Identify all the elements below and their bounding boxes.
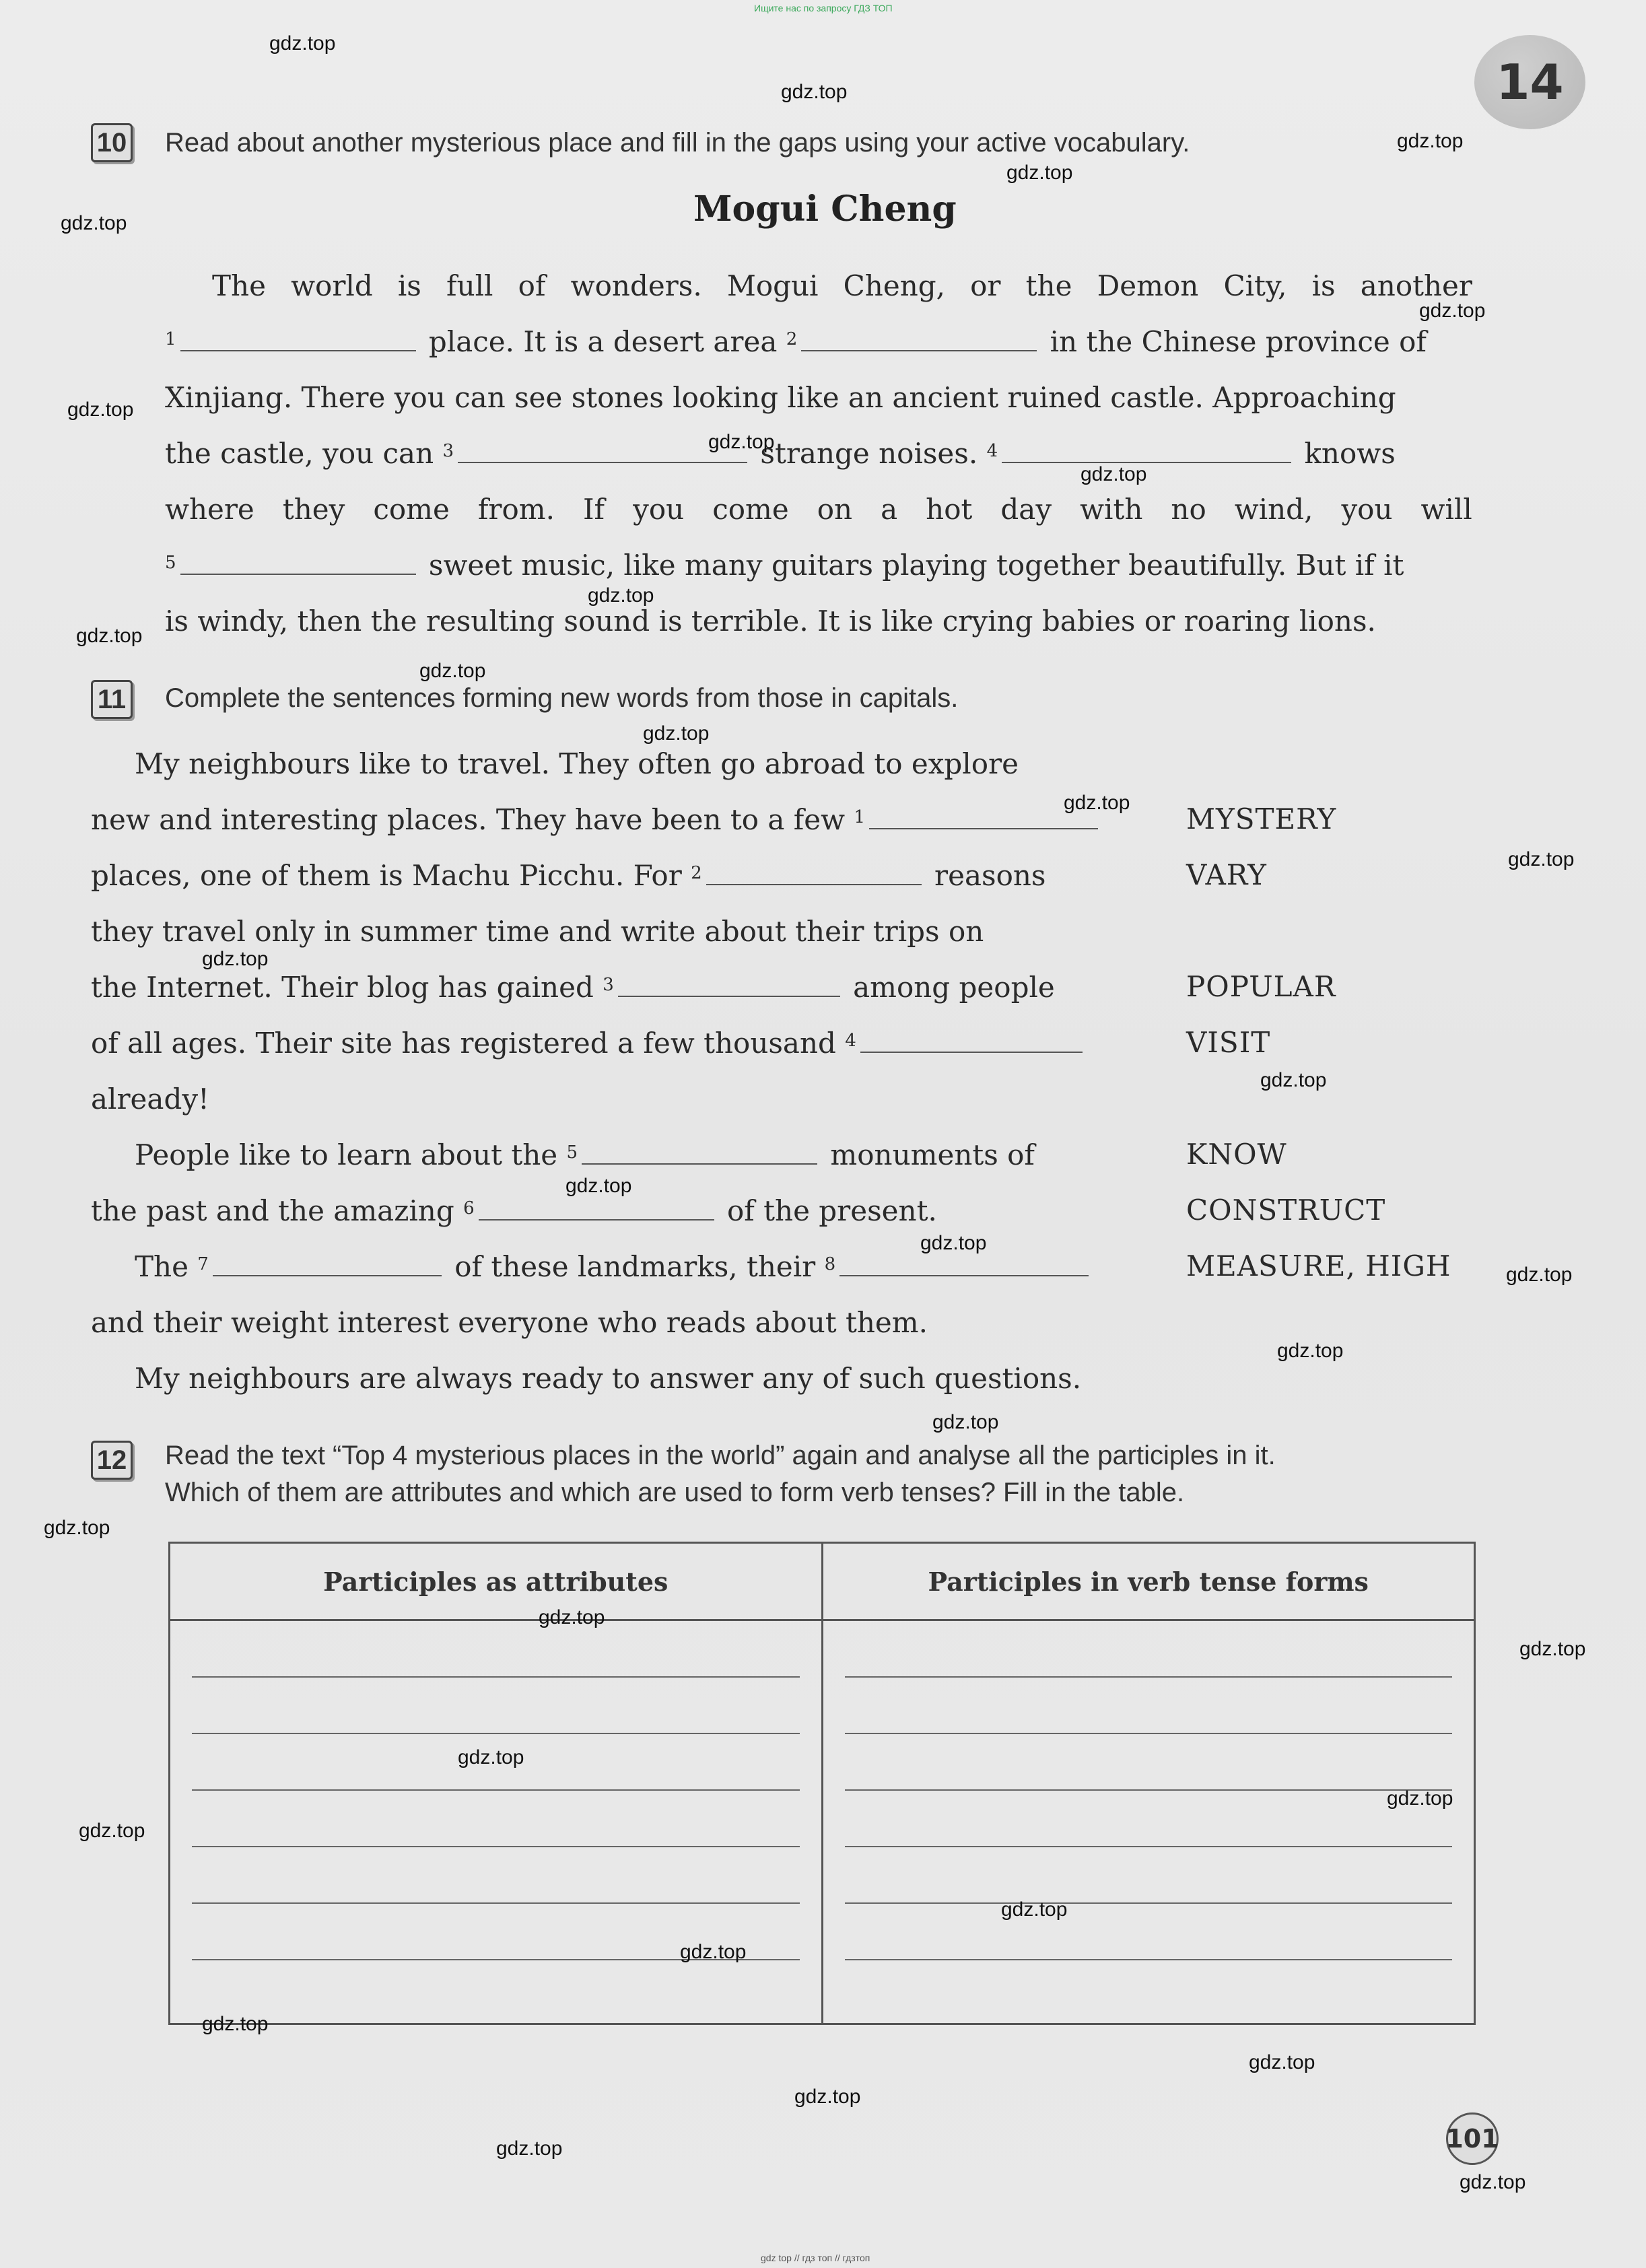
watermark: gdz.top xyxy=(781,81,848,103)
watermark: gdz.top xyxy=(1064,792,1130,814)
watermark: gdz.top xyxy=(1001,1898,1068,1921)
page-number: 101 xyxy=(1446,2112,1499,2165)
exercise-10-number: 10 xyxy=(91,123,133,162)
watermark: gdz.top xyxy=(1081,463,1147,485)
ex10-line-6: $^5$ sweet music, like many guitars playing together beautifully. But if it xyxy=(165,545,1472,586)
gap-3[interactable] xyxy=(618,969,840,997)
write-line[interactable] xyxy=(192,1678,800,1734)
watermark: gdz.top xyxy=(76,625,143,647)
watermark: gdz.top xyxy=(269,32,336,55)
watermark: gdz.top xyxy=(67,399,134,421)
gap-5[interactable] xyxy=(582,1136,817,1165)
watermark: gdz.top xyxy=(79,1820,145,1842)
column-header-attributes: Participles as attributes xyxy=(170,1543,823,1620)
gap-7[interactable] xyxy=(213,1248,442,1276)
capital-word-6: CONSTRUCT xyxy=(1186,1194,1386,1227)
watermark: gdz.top xyxy=(920,1232,987,1254)
ex10-line-4: the castle, you can $^3$ strange noises. $^4$ knows xyxy=(165,434,1472,474)
gap-5[interactable] xyxy=(180,547,416,575)
ex10-line-2: $^1$ place. It is a desert area $^2$ in the Chinese province of xyxy=(165,322,1472,362)
capital-word-1: MYSTERY xyxy=(1186,802,1337,835)
gap-4[interactable] xyxy=(860,1025,1083,1053)
ex11-line-9: the past and the amazing $^6$ of the present. xyxy=(91,1191,937,1231)
watermark: gdz.top xyxy=(588,584,654,607)
watermark: gdz.top xyxy=(419,660,486,682)
ex11-line-10: The $^7$ of these landmarks, their $^8$ xyxy=(135,1247,1093,1287)
watermark: gdz.top xyxy=(565,1175,632,1197)
capital-word-2: VARY xyxy=(1186,858,1267,891)
exercise-11-instruction: Complete the sentences forming new words from those in capitals. xyxy=(165,683,959,713)
watermark: gdz.top xyxy=(539,1606,605,1628)
watermark: gdz.top xyxy=(708,431,775,453)
watermark: gdz.top xyxy=(1260,1069,1327,1091)
capital-word-4: VISIT xyxy=(1186,1026,1271,1059)
header-note: Ищите нас по запросу ГДЗ ТОП xyxy=(754,3,893,13)
watermark: gdz.top xyxy=(202,2013,269,2035)
ex11-line-4: they travel only in summer time and write about their trips on xyxy=(91,915,984,948)
watermark: gdz.top xyxy=(1519,1638,1586,1660)
write-line[interactable] xyxy=(845,1734,1453,1791)
watermark: gdz.top xyxy=(1508,848,1575,870)
write-line[interactable] xyxy=(192,1791,800,1847)
ex11-line-12: My neighbours are always ready to answer any of such questions. xyxy=(135,1362,1082,1395)
footer-note: gdz top // гдз топ // гдзтоп xyxy=(761,2253,870,2263)
watermark: gdz.top xyxy=(643,722,710,745)
write-line[interactable] xyxy=(845,1678,1453,1734)
ex11-line-6: of all ages. Their site has registered a few thousand $^4$ xyxy=(91,1023,1087,1064)
exercise-12-instruction-line-2: Which of them are attributes and which are used to form verb tenses? Fill in the table. xyxy=(165,1478,1185,1507)
exercise-12-instruction-line-1: Read the text “Top 4 mysterious places in the world” again and analyse all the participles in it. xyxy=(165,1441,1276,1470)
gap-2[interactable] xyxy=(706,857,922,885)
watermark: gdz.top xyxy=(61,212,127,234)
watermark: gdz.top xyxy=(680,1941,747,1963)
write-line[interactable] xyxy=(192,1847,800,1904)
watermark: gdz.top xyxy=(794,2086,861,2108)
ex11-line-11: and their weight interest everyone who reads about them. xyxy=(91,1306,928,1339)
exercise-12-number: 12 xyxy=(91,1441,133,1480)
participles-table xyxy=(168,1542,1476,2025)
watermark: gdz.top xyxy=(1419,300,1486,322)
ex11-line-3: places, one of them is Machu Picchu. For $^2$ reasons xyxy=(91,856,1045,896)
gap-1[interactable] xyxy=(180,323,416,351)
ex10-line-5: where they come from. If you come on a hot day with no wind, you will xyxy=(165,493,1472,526)
watermark: gdz.top xyxy=(202,948,269,970)
write-line[interactable] xyxy=(192,1621,800,1678)
ex10-line-3: Xinjiang. There you can see stones looking like an ancient ruined castle. Approaching xyxy=(165,381,1396,414)
write-line[interactable] xyxy=(845,1791,1453,1847)
write-line[interactable] xyxy=(845,1904,1453,1960)
gap-3[interactable] xyxy=(458,435,747,463)
exercise-10-instruction: Read about another mysterious place and fill in the gaps using your active vocabulary. xyxy=(165,128,1190,158)
watermark: gdz.top xyxy=(496,2137,563,2160)
exercise-11-number: 11 xyxy=(91,680,133,719)
capital-word-7: MEASURE, HIGH xyxy=(1186,1249,1451,1282)
gap-2[interactable] xyxy=(801,323,1037,351)
watermark: gdz.top xyxy=(1397,130,1464,152)
write-line[interactable] xyxy=(845,1621,1453,1678)
capital-word-3: POPULAR xyxy=(1186,970,1336,1003)
ex11-line-1: My neighbours like to travel. They often go abroad to explore xyxy=(135,747,1019,780)
watermark: gdz.top xyxy=(1006,162,1073,184)
ex11-line-7: already! xyxy=(91,1083,209,1115)
unit-badge: 14 xyxy=(1474,35,1585,129)
verb-forms-column xyxy=(822,1620,1475,2024)
write-line[interactable] xyxy=(845,1847,1453,1904)
column-header-verb-forms: Participles in verb tense forms xyxy=(822,1543,1475,1620)
gap-4[interactable] xyxy=(1002,435,1291,463)
ex11-line-2: new and interesting places. They have been to a few $^1$ xyxy=(91,800,1102,840)
watermark: gdz.top xyxy=(458,1746,524,1768)
ex11-line-5: the Internet. Their blog has gained $^3$ among people xyxy=(91,967,1055,1008)
watermark: gdz.top xyxy=(1277,1340,1344,1362)
watermark: gdz.top xyxy=(44,1517,110,1539)
text-title: Mogui Cheng xyxy=(693,188,957,230)
watermark: gdz.top xyxy=(1506,1264,1573,1286)
watermark: gdz.top xyxy=(932,1411,999,1433)
ex10-line-1: The world is full of wonders. Mogui Cheng, or the Demon City, is another xyxy=(212,269,1472,302)
ex11-line-8: People like to learn about the $^5$ monuments of xyxy=(135,1135,1035,1175)
ex10-line-7: is windy, then the resulting sound is terrible. It is like crying babies or roaring lions. xyxy=(165,605,1376,638)
watermark: gdz.top xyxy=(1387,1787,1453,1810)
watermark: gdz.top xyxy=(1460,2171,1526,2193)
watermark: gdz.top xyxy=(1249,2051,1315,2073)
capital-word-5: KNOW xyxy=(1186,1138,1287,1171)
